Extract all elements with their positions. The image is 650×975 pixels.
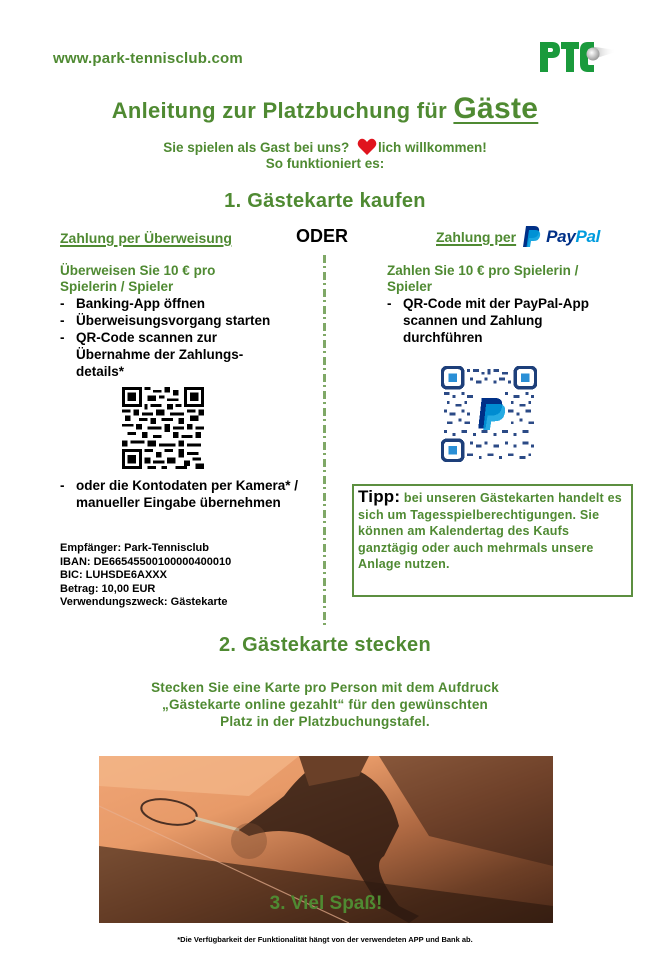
bank-qr-code-icon[interactable] bbox=[122, 387, 204, 469]
section-2-paragraph: Stecken Sie eine Karte pro Person mit dem Aufdruck „Gästekarte online gezahlt“ für den gewünschten Platz in der Platzbuchungstafel. bbox=[151, 680, 499, 729]
bank-purpose: Verwendungszweck: Gästekarte bbox=[60, 596, 228, 608]
tip-label: Tipp: bbox=[358, 487, 401, 506]
title-highlight: Gäste bbox=[453, 92, 539, 125]
footnote: *Die Verfügbarkeit der Funktionalität hängt von der verwendeten APP und Bank ab. bbox=[177, 935, 473, 944]
paypal-step-1: - QR-Code mit der PayPal-App scannen und Zahlung durchführen bbox=[385, 295, 625, 346]
section-2-heading: 2. Gästekarte stecken bbox=[219, 634, 431, 656]
bank-details bbox=[60, 542, 231, 610]
section-2-text bbox=[0, 679, 650, 730]
tennis-player-photo bbox=[99, 756, 553, 923]
ptc-logo-icon bbox=[538, 38, 618, 76]
heart-icon bbox=[357, 138, 377, 156]
welcome-line-2: So funktioniert es: bbox=[265, 156, 385, 171]
paypal-wordmark-pal: Pal bbox=[575, 227, 601, 246]
welcome-line-1 bbox=[0, 138, 650, 156]
bank-iban[interactable]: IBAN: DE66545500100000400010 bbox=[60, 555, 232, 568]
bank-amount: Betrag: 10,00 EUR bbox=[60, 582, 156, 595]
paypal-steps bbox=[385, 295, 625, 346]
paypal-p-icon bbox=[522, 225, 542, 249]
title-prefix: Anleitung zur Platzbuchung für bbox=[111, 98, 454, 123]
column-divider bbox=[323, 255, 326, 627]
section-1-heading: 1. Gästekarte kaufen bbox=[224, 190, 426, 212]
bank-transfer-lead: Überweisen Sie 10 € pro Spielerin / Spieler bbox=[60, 263, 216, 294]
tip-text: bei unseren Gästekarten handelt es sich um Tagesspielberechtigungen. Sie können am Kalendertag des Kaufs ganztägig oder auch mehrmals unsere Anlage nutzen. bbox=[358, 491, 622, 571]
bank-transfer-steps bbox=[58, 295, 308, 380]
paypal-wordmark-pay: Pay bbox=[546, 227, 576, 246]
welcome-question: Sie spielen als Gast bei uns? bbox=[163, 140, 350, 155]
section-3-heading: 3. Viel Spaß! bbox=[269, 893, 383, 914]
paypal-wordmark bbox=[546, 227, 600, 247]
welcome-greeting: lich willkommen! bbox=[378, 140, 487, 155]
bank-transfer-alt-steps bbox=[58, 477, 308, 511]
tip-box bbox=[352, 484, 633, 597]
bank-recipient: Empfänger: Park-Tennisclub bbox=[60, 542, 209, 554]
bank-step-3: - QR-Code scannen zur Übernahme der Zahlungs-details* bbox=[58, 329, 288, 380]
paypal-header bbox=[436, 225, 600, 249]
welcome-text bbox=[0, 138, 650, 172]
bank-transfer-header: Zahlung per Überweisung bbox=[60, 230, 232, 246]
paypal-lead: Zahlen Sie 10 € pro Spielerin / Spieler bbox=[387, 263, 579, 294]
bank-step-2: - Überweisungsvorgang starten bbox=[58, 312, 308, 329]
paypal-header-label: Zahlung per bbox=[436, 229, 517, 245]
bank-alt-step: - oder die Kontodaten per Kamera* / manueller Eingabe übernehmen bbox=[58, 477, 308, 511]
bank-step-1: - Banking-App öffnen bbox=[58, 295, 308, 312]
paypal-qr-code-icon[interactable] bbox=[441, 366, 537, 462]
page-title bbox=[0, 92, 650, 126]
oder-label: ODER bbox=[296, 226, 349, 246]
site-url[interactable]: www.park-tennisclub.com bbox=[53, 50, 243, 67]
bank-bic[interactable]: BIC: LUHSDE6AXXX bbox=[60, 569, 167, 581]
